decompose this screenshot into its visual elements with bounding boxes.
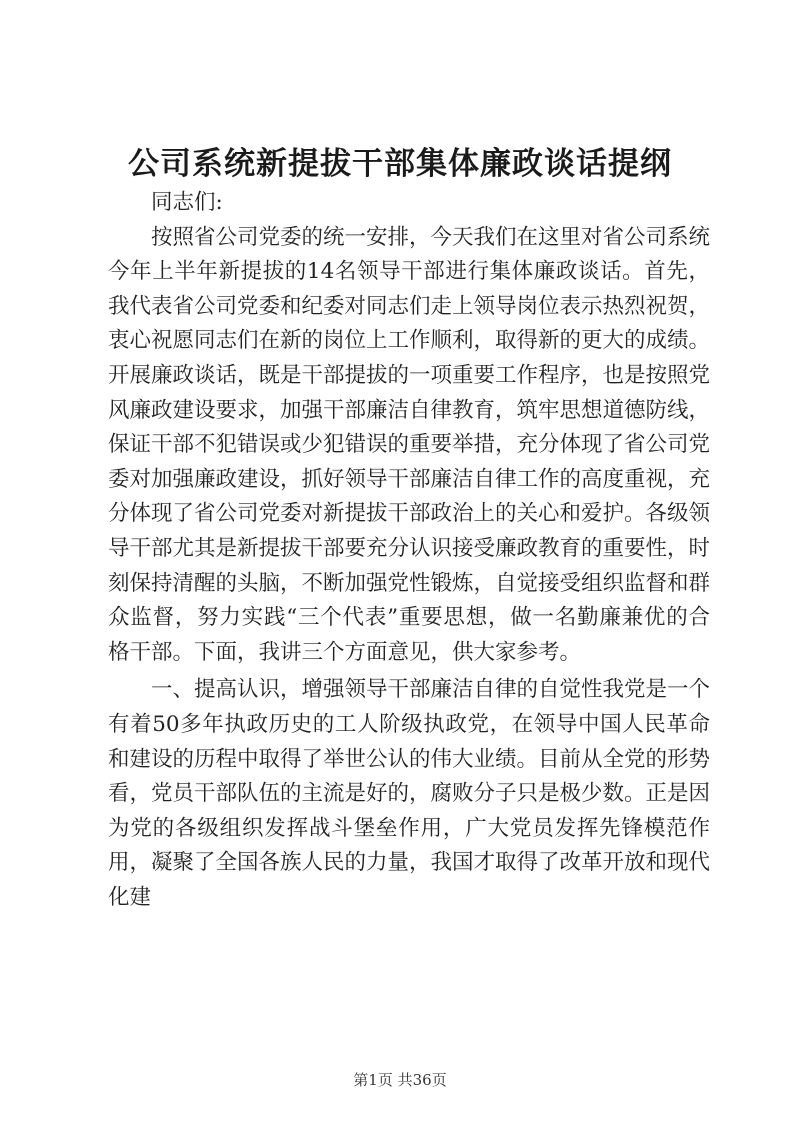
salutation: 同志们: <box>151 190 223 215</box>
page-number-footer: 第1页 共36页 <box>353 1071 447 1089</box>
document-title: 公司系统新提拔干部集体廉政谈话提纲 <box>128 146 672 182</box>
paragraph-1: 按照省公司党委的统一安排，今天我们在这里对省公司系统今年上半年新提拔的14名领导干部进行集体廉政谈话。首先，我代表省公司党委和纪委对同志们走上领导岗位表示热烈祝贺，衷心祝愿同志们在新的岗位上工作顺利，取得新的更大的成绩。开展廉政谈话，既是干部提拔的一项重要工作程序，也是按照党风廉政建设要求，加强干部廉洁自律教育，筑牢思想道德防线，保证干部不犯错误或少犯错误的重要举措，充分体现了省公司党委对加强廉政建设，抓好领导干部廉洁自律工作的高度重视，充分体现了省公司党委对新提拔干部政治上的关心和爱护。各级领导干部尤其是新提拔干部要充分认识接受廉政教育的重要性，时刻保持清醒的头脑，不断加强党性锻炼，自觉接受组织监督和群众监督，努力实践“三个代表”重要思想，做一名勤廉兼优的合格干部。下面，我讲三个方面意见，供大家参考。 <box>108 224 711 665</box>
document-body <box>108 186 710 915</box>
paragraph-2: 一、提高认识，增强领导干部廉洁自律的自觉性我党是一个有着50多年执政历史的工人阶级执政党，在领导中国人民革命和建设的历程中取得了举世公认的伟大业绩。目前从全党的形势看，党员干部队伍的主流是好的，腐败分子只是极少数。正是因为党的各级组织发挥战斗堡垒作用，广大党员发挥先锋模范作用，凝聚了全国各族人民的力量，我国才取得了改革开放和现代化建 <box>108 677 711 910</box>
